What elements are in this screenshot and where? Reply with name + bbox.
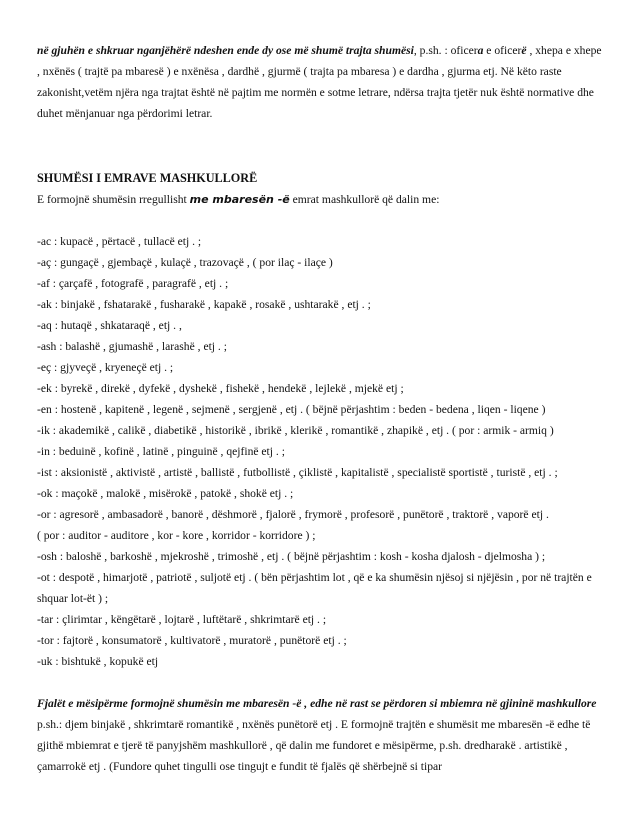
intro-text-2: e oficer	[483, 44, 522, 57]
list-item: -uk : bishtukë , kopukë etj	[37, 655, 159, 668]
intro-text-1: , p.sh. : oficer	[413, 44, 478, 57]
section-lead-post: emrat mashkullorë që dalin me:	[289, 193, 440, 206]
list-item: -or : agresorë , ambasadorë , banorë , dëshmorë , fjalorë , frymorë , profesorë , punëtorë , traktorë , vaporë etj .	[37, 508, 549, 521]
list-item: -aç : gungaçë , gjembaçë , kulaçë , trazovaçë , ( por ilaç - ilaçe )	[37, 256, 333, 269]
section-heading: SHUMËSI I EMRAVE MASHKULLORË	[37, 171, 258, 185]
intro-text-rest: e xhepe , nxënës ( trajtë pa mbaresë ) e nxënësa , dardhë , gjurmë ( trajta pa mbaresa ) e dardha , gjurma etj. Në këto raste zakonisht,vetëm njëra nga trajtat është në pajtim me normën e sotme letrare, ndërsa trajta tjetër nuk është normative dhe duhet mënjanuar nga përdorimi letrar.	[37, 44, 602, 120]
list-item: -ac : kupacë , përtacë , tullacë etj . ;	[37, 235, 202, 248]
closing-emphasis-1: Fjalët e mësipërme formojnë shumësin me mbaresën -ë	[37, 697, 302, 710]
intro-emphasis: në gjuhën e shkruar nganjëhërë ndeshen ende dy ose më shumë trajta shumësi	[37, 44, 414, 57]
closing-paragraph	[37, 693, 604, 777]
list-item: -tar : çlirimtar , këngëtarë , lojtarë , luftëtarë , shkrimtarë etj . ;	[37, 613, 327, 626]
closing-text: p.sh.: djem binjakë , shkrimtarë romantikë , nxënës punëtorë etj . E formojnë trajtën e shumësit me mbaresën -ë edhe të gjithë mbiemrat e tjerë të panyjshëm mashkullorë , që dalin me fundoret e mësipërme, p.sh. dredharakë . artistikë , çamarrokë etj . (Fundore quhet tingulli ose tingujt e fundit të fjalës që shërbejnë si tipar	[37, 718, 591, 773]
list-item: -ot : despotë , himarjotë , patriotë , suljotë etj . ( bën përjashtim lot , që e ka shumësin njësoj si njëjësin , por në trajtën e shquar lot-ët ) ;	[37, 571, 592, 605]
list-item: -af : çarçafë , fotografë , paragrafë , etj . ;	[37, 277, 229, 290]
suffix-list	[37, 231, 604, 672]
list-item: -ek : byrekë , direkë , dyfekë , dyshekë , fishekë , hendekë , lejlekë , mjekë etj ;	[37, 382, 404, 395]
intro-bold-a: a	[477, 44, 484, 57]
section-lead	[37, 189, 604, 210]
intro-paragraph	[37, 40, 604, 124]
list-item: -osh : baloshë , barkoshë , mjekroshë , trimoshë , etj . ( bëjnë përjashtim : kosh - kosha djalosh - djelmosha ) ;	[37, 550, 546, 563]
list-item: ( por : auditor - auditore , kor - kore , korridor - korridore ) ;	[37, 529, 316, 542]
list-item: -ist : aksionistë , aktivistë , artistë , ballistë , futbollistë , çiklistë , kapitalistë , specialistë sportistë , turistë , etj . ;	[37, 466, 558, 479]
list-item: -eç : gjyveçë , kryeneçë etj . ;	[37, 361, 174, 374]
list-item: -ash : balashë , gjumashë , larashë , etj . ;	[37, 340, 227, 353]
section-lead-emphasis: me mbaresën -ë	[189, 193, 290, 206]
list-item: -tor : fajtorë , konsumatorë , kultivatorë , muratorë , punëtorë etj . ;	[37, 634, 347, 647]
section-lead-pre: E formojnë shumësin rregullisht	[37, 193, 190, 206]
closing-emphasis-2: , edhe në rast se përdoren si mbiemra në gjininë mashkullore	[301, 697, 597, 710]
intro-bold-e: ë	[521, 44, 527, 57]
list-item: -aq : hutaqë , shkataraqë , etj . ,	[37, 319, 182, 332]
list-item: -in : beduinë , kofinë , latinë , pinguinë , qejfinë etj . ;	[37, 445, 285, 458]
list-item: -ik : akademikë , calikë , diabetikë , historikë , ibrikë , klerikë , romantikë , zhapikë , etj . ( por : armik - armiq )	[37, 424, 554, 437]
list-item: -ak : binjakë , fshatarakë , fusharakë , kapakë , rosakë , ushtarakë , etj . ;	[37, 298, 371, 311]
list-item: -en : hostenë , kapitenë , legenë , sejmenë , sergjenë , etj . ( bëjnë përjashtim : beden - bedena , liqen - liqene )	[37, 403, 546, 416]
intro-text-3: , xhepa	[526, 44, 563, 57]
list-item: -ok : maçokë , malokë , misërokë , patokë , shokë etj . ;	[37, 487, 294, 500]
